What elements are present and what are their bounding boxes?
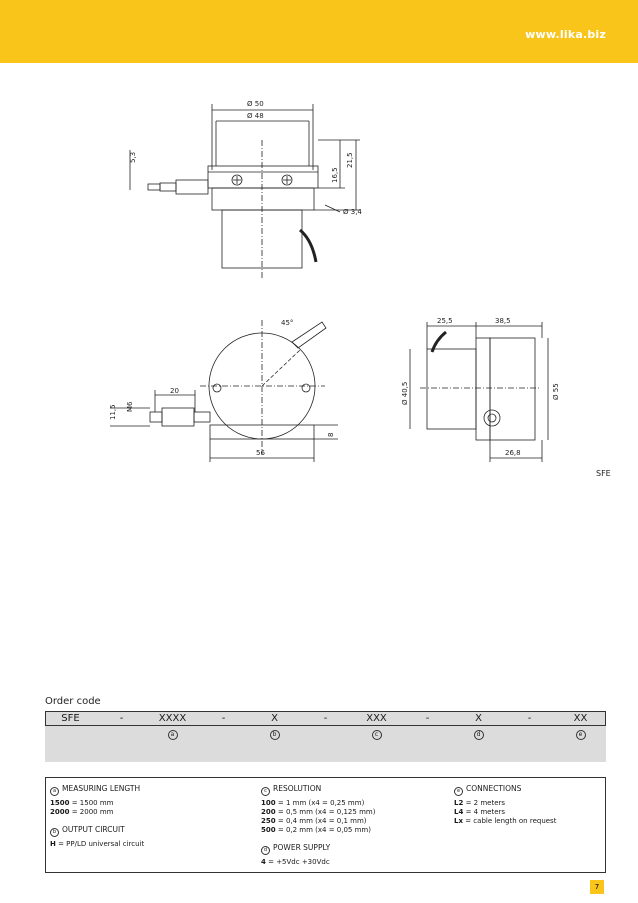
order-code-legend — [45, 777, 606, 873]
order-code-value: - — [425, 713, 430, 724]
legend-e-title: CONNECTIONS — [466, 784, 522, 793]
website-url[interactable]: www.lika.biz — [525, 28, 606, 41]
dim-side-d55: Ø 55 — [552, 383, 560, 400]
top-view — [129, 100, 362, 280]
dim-top-5-3: 5,3 — [129, 151, 137, 163]
order-code-value: - — [119, 713, 124, 724]
marker-c-icon: c — [261, 787, 270, 796]
legend-item: 250 = 0,4 mm (x4 = 0,1 mm) — [261, 817, 367, 825]
order-code-value: SFE — [61, 713, 80, 724]
marker-c-icon: c — [372, 730, 382, 740]
marker-e-icon: e — [576, 730, 586, 740]
legend-item: 1500 = 1500 mm — [50, 799, 114, 807]
legend-item: H = PP/LD universal circuit — [50, 840, 145, 848]
dim-side-d40-5: Ø 40,5 — [401, 381, 409, 405]
legend-col-2 — [261, 784, 375, 867]
dim-front-m6: M6 — [126, 401, 134, 412]
order-code-value: X — [271, 713, 278, 724]
legend-item: 4 = +5Vdc +30Vdc — [261, 858, 330, 866]
legend-item: L2 = 2 meters — [454, 799, 506, 807]
marker-a-icon: a — [50, 787, 59, 796]
dim-top-16-5: 16,5 — [331, 167, 339, 183]
marker-d-icon: d — [261, 846, 270, 855]
legend-item: 2000 = 2000 mm — [50, 808, 114, 816]
legend-item: L4 = 4 meters — [454, 808, 506, 816]
legend-c-heading — [261, 784, 375, 796]
order-code-value: XXXX — [158, 713, 187, 724]
front-view — [109, 319, 338, 462]
legend-e-heading — [454, 784, 556, 796]
dim-side-26-8: 26,8 — [505, 449, 521, 457]
drawing-caption: SFE — [596, 469, 611, 478]
dim-front-8: 8 — [327, 432, 335, 437]
legend-b-heading — [50, 825, 144, 837]
legend-item: 500 = 0,2 mm (x4 = 0,05 mm) — [261, 826, 371, 834]
order-code-value: - — [323, 713, 328, 724]
page-header — [0, 0, 638, 63]
legend-col-3 — [454, 784, 556, 826]
dim-top-d48: Ø 48 — [247, 112, 264, 120]
dim-top-21-5: 21,5 — [346, 152, 354, 168]
legend-a-title: MEASURING LENGTH — [62, 784, 141, 793]
dim-side-25-5: 25,5 — [437, 317, 453, 325]
marker-a-icon: a — [168, 730, 178, 740]
page-number: 7 — [590, 880, 604, 894]
dim-top-d3-4: Ø 3,4 — [343, 208, 362, 216]
legend-col-1 — [50, 784, 144, 849]
legend-d-title: POWER SUPPLY — [273, 843, 331, 852]
legend-c-title: RESOLUTION — [273, 784, 322, 793]
legend-item: 100 = 1 mm (x4 = 0,25 mm) — [261, 799, 365, 807]
side-view — [401, 317, 560, 462]
marker-e-icon: e — [454, 787, 463, 796]
dim-front-45: 45° — [281, 319, 294, 327]
order-code-title: Order code — [45, 696, 101, 707]
order-code-value: - — [527, 713, 532, 724]
legend-item: Lx = cable length on request — [454, 817, 557, 825]
dim-front-56: 56 — [256, 449, 265, 457]
legend-a-heading — [50, 784, 144, 796]
technical-drawing — [0, 63, 638, 483]
dim-side-38-5: 38,5 — [495, 317, 511, 325]
dim-top-d50: Ø 50 — [247, 100, 264, 108]
dim-front-11-5: 11,5 — [109, 404, 117, 420]
order-code-header-row — [45, 711, 606, 726]
legend-b-title: OUTPUT CIRCUIT — [62, 825, 125, 834]
order-code-value: XXX — [366, 713, 387, 724]
order-code-value: - — [221, 713, 226, 724]
legend-d-heading — [261, 843, 375, 855]
legend-item: 200 = 0,5 mm (x4 = 0,125 mm) — [261, 808, 376, 816]
order-code-value: XX — [573, 713, 588, 724]
marker-b-icon: b — [270, 730, 280, 740]
dim-front-20: 20 — [170, 387, 179, 395]
marker-d-icon: d — [474, 730, 484, 740]
order-code-value: X — [475, 713, 482, 724]
marker-b-icon: b — [50, 828, 59, 837]
